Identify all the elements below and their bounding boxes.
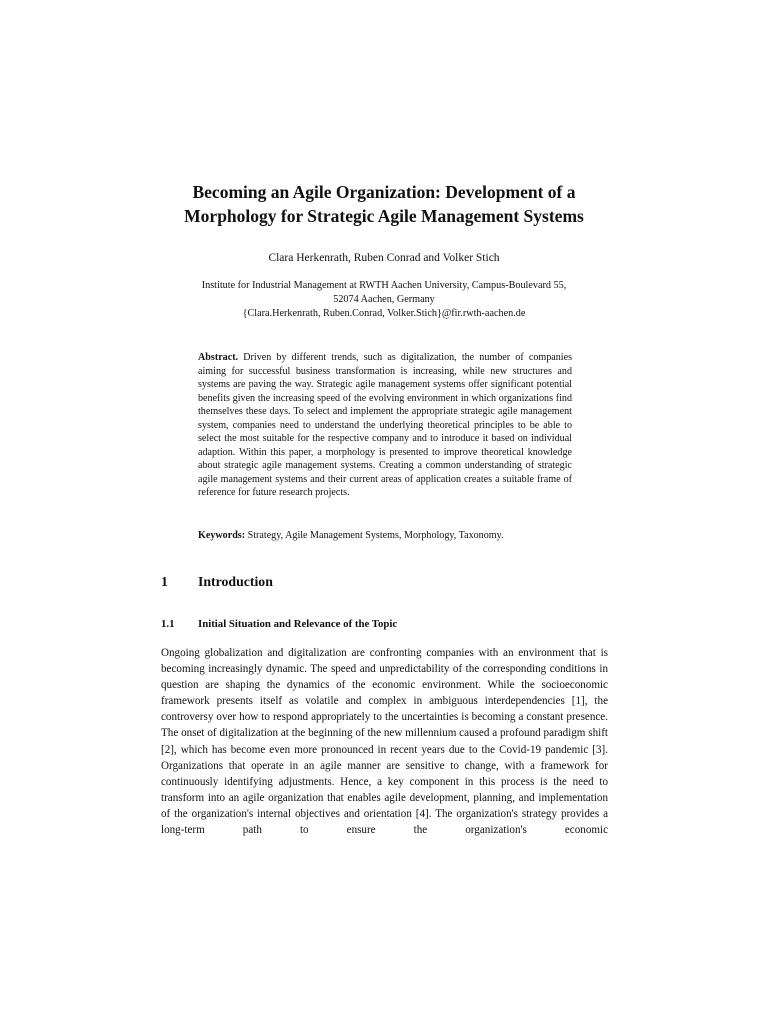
affiliation-line: 52074 Aachen, Germany bbox=[333, 294, 435, 305]
abstract bbox=[198, 351, 572, 500]
title-line: Morphology for Strategic Agile Management Systems bbox=[184, 206, 584, 226]
keywords-label: Keywords: bbox=[198, 530, 246, 541]
section-number: 1 bbox=[161, 574, 168, 589]
affiliation-line: Institute for Industrial Management at RWTH Aachen University, Campus-Boulevard 55, bbox=[201, 280, 567, 291]
subsection-heading: Initial Situation and Relevance of the Topic bbox=[198, 618, 398, 630]
author-list: Clara Herkenrath, Ruben Conrad and Volker Stich bbox=[268, 252, 500, 264]
abstract-label: Abstract. bbox=[198, 352, 239, 363]
subsection-number: 1.1 bbox=[161, 618, 175, 630]
abstract-text: Driven by different trends, such as digitalization, the number of companies aiming for successful business transformation is increasing, while new structures and systems are paving the way. Strategic agile management systems offer significant potential benefits given the increasing speed of the evolving environment in which organizations find themselves these days. To select and implement the appropriate strategic agile management system, companies need to understand the underlying theoretical principles to be able to select the most suitable for the respective company and to introduce it based on individual adaption. Within this paper, a morphology is presented to improve theoretical knowledge about strategic agile management systems. Creating a common understanding of strategic agile management systems and their current areas of application creates a suitable frame of reference for future research projects. bbox=[198, 352, 572, 499]
body-paragraph: Ongoing globalization and digitalization are confronting companies with an environment that is becoming increasingly dynamic. The speed and unpredictability of the corresponding conditions in question are shaping the dynamics of the economic environment. While the socioeconomic framework presents itself as volatile and complex in ambiguous interdependencies [1], the controversy over how to respond appropriately to the uncertainties is becoming a constant presence. The onset of digitalization at the beginning of the new millennium caused a profound paradigm shift [2], which has become even more pronounced in recent years due to the Covid-19 pandemic [3]. Organizations that operate in an agile manner are sensitive to change, with a framework for continuously identifying adjustments. Hence, a key component in this process is the need to transform into an agile organization that enables agile development, planning, and implementation of the organization's internal objectives and orientation [4]. The organization's strategy provides a long-term path to ensure the organization's economic bbox=[161, 647, 608, 837]
title-line: Becoming an Agile Organization: Development of a bbox=[192, 182, 576, 202]
section-heading: Introduction bbox=[198, 574, 273, 589]
keywords bbox=[198, 529, 572, 543]
paper-title bbox=[120, 180, 648, 228]
keywords-text: Strategy, Agile Management Systems, Morphology, Taxonomy. bbox=[247, 530, 504, 541]
affiliation bbox=[140, 279, 628, 321]
affiliation-email: {Clara.Herkenrath, Ruben.Conrad, Volker.Stich}@fir.rwth-aachen.de bbox=[242, 308, 526, 319]
